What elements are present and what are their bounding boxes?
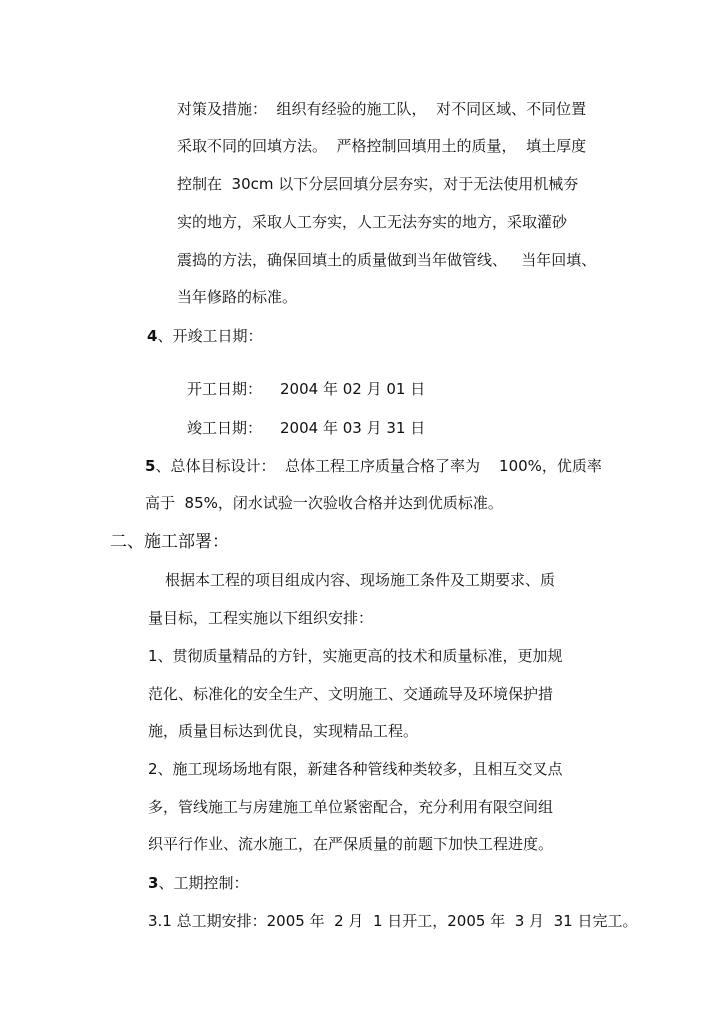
end-date-value: 2004 年 03 月 31 日 (280, 419, 426, 437)
intro-line: 根据本工程的项目组成内容、现场施工条件及工期要求、质 (165, 571, 556, 589)
point-1-line: 1、贯彻质量精品的方针，实施更高的技术和质量标准，更加规 (148, 647, 563, 665)
item-4-heading (147, 326, 262, 346)
end-date-label: 竣工日期： (187, 419, 263, 437)
item-3-number: 3 (148, 874, 159, 892)
paragraph-line: 震捣的方法，确保回填土的质量做到当年做管线、 当年回填、 (177, 251, 597, 269)
schedule-line: 3.1 总工期安排：2005 年 2 月 1 日开工，2005 年 3 月 31 日完工。 (148, 912, 638, 930)
item-4-number: 4 (147, 327, 158, 345)
section-heading: 二、施工部署： (110, 532, 229, 552)
point-2-line: 2、施工现场场地有限，新建各种管线种类较多，且相互交叉点 (148, 760, 563, 778)
item-5-line-2: 高于 85%，闭水试验一次验收合格并达到优质标准。 (145, 494, 503, 512)
item-3-title: 、工期控制： (158, 874, 249, 892)
start-date-label: 开工日期： (187, 380, 263, 398)
paragraph-line: 控制在 30cm 以下分层回填分层夯实，对于无法使用机械夯 (177, 175, 579, 193)
intro-line: 量目标，工程实施以下组织安排： (148, 609, 374, 627)
item-5-number: 5 (145, 457, 156, 475)
point-1-line: 范化、标准化的安全生产、文明施工、交通疏导及环境保护措 (148, 685, 554, 703)
paragraph-line: 采取不同的回填方法。 严格控制回填用土的质量， 填土厚度 (177, 137, 587, 155)
paragraph-line: 对策及措施： 组织有经验的施工队， 对不同区域、不同位置 (177, 100, 587, 118)
item-3-heading (148, 873, 248, 893)
item-4-title: 、开竣工日期： (157, 327, 263, 345)
item-5-line (145, 456, 602, 476)
point-2-line: 多，管线施工与房建施工单位紧密配合，充分利用有限空间组 (148, 798, 554, 816)
point-2-line: 织平行作业、流水施工，在严保质量的前题下加快工程进度。 (148, 835, 554, 853)
start-date-value: 2004 年 02 月 01 日 (280, 380, 426, 398)
item-5-text: 、总体目标设计： 总体工程工序质量合格了率为 100%，优质率 (155, 457, 602, 475)
point-1-line: 施，质量目标达到优良，实现精品工程。 (148, 722, 419, 740)
paragraph-line: 当年修路的标准。 (177, 288, 298, 306)
paragraph-line: 实的地方，采取人工夯实，人工无法夯实的地方，采取灌砂 (177, 213, 568, 231)
